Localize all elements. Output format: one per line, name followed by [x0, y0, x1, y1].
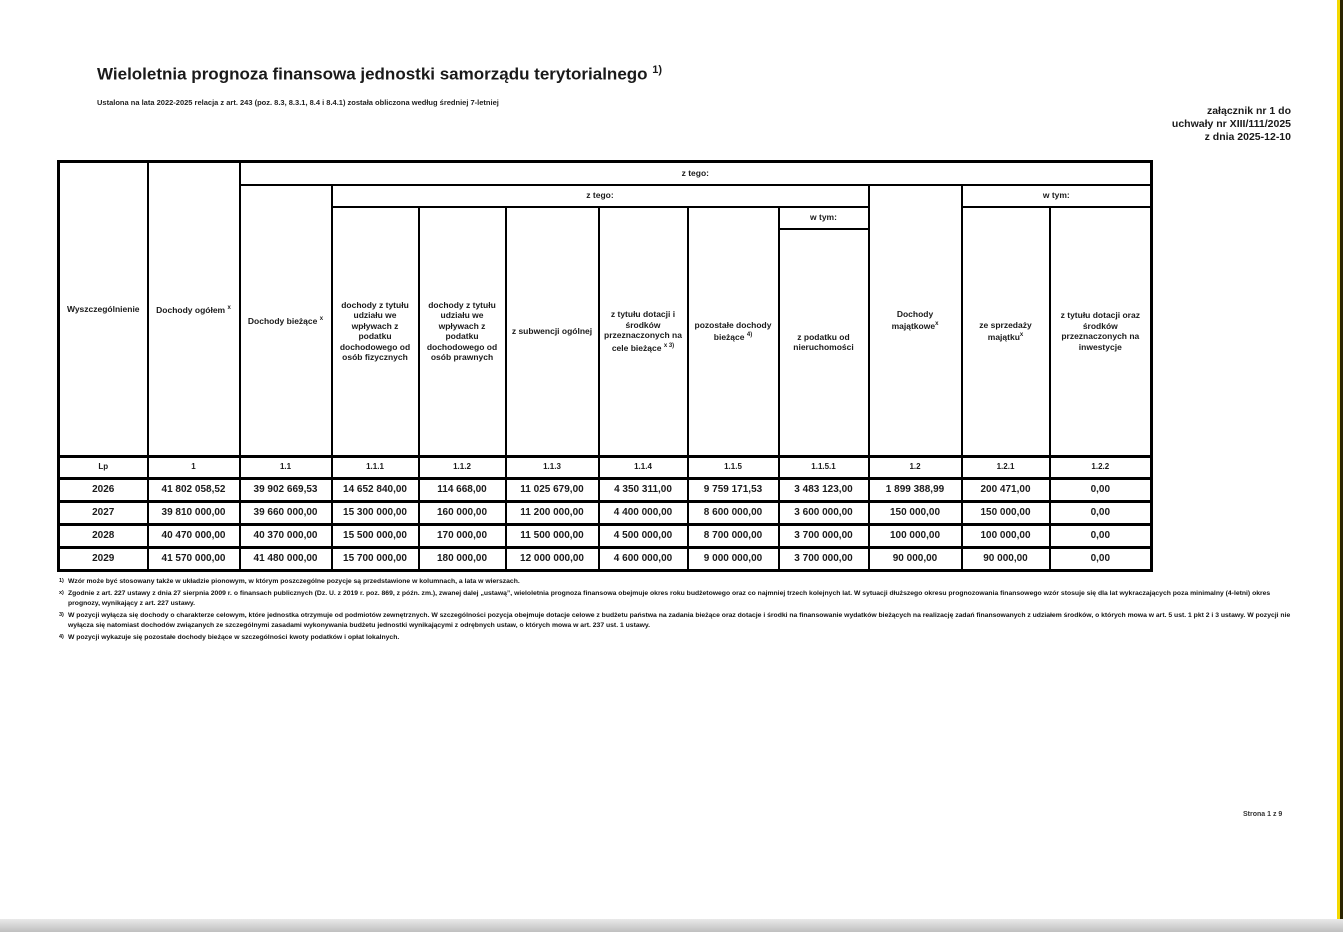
value-cell: 11 200 000,00 — [506, 502, 599, 525]
value-cell: 8 700 000,00 — [688, 525, 779, 548]
footnote-3-text: W pozycji wyłącza się dochody o charakterze celowym, które jednostka otrzymuje od podmiotów zewnętrznych. W szczególności pozycja obejmuje dotacje celowe z budżetu państwa na zadania bieżące oraz dotacje i środki na finansowanie wydatków bieżących na realizację zadań finansowanych z udziałem środków, o których mowa w art. 5 ust. 1 pkt 2 i 3 ustawy. W pozycji nie wyłącza się natomiast dochodów związanych ze szczególnymi zasadami wykonywania budżetu jednostki wynikającymi z odrębnych ustaw, o których mowa w art. 237 ust. 1 ustawy. — [68, 612, 1291, 629]
value-cell: 14 652 840,00 — [332, 479, 419, 502]
document-subtitle: Ustalona na lata 2022-2025 relacja z art. 243 (poz. 8.3, 8.3.1, 8.4 i 8.4.1) została obliczona według średniej 7-letniej — [97, 98, 499, 107]
window-right-edge — [1337, 0, 1343, 919]
lp-cell: 1 — [148, 457, 240, 479]
lp-cell: 1.2 — [869, 457, 962, 479]
group-header-w-tym-nieruchomosci: w tym: — [779, 207, 869, 229]
footnote-1-text: Wzór może być stosowany także w układzie pionowym, w którym poszczególne pozycje są przedstawione w kolumnach, a lata w wierszach. — [68, 578, 520, 585]
value-cell: 150 000,00 — [962, 502, 1050, 525]
footnote-marker-x: x — [319, 316, 324, 323]
value-cell: 11 025 679,00 — [506, 479, 599, 502]
value-cell: 90 000,00 — [869, 548, 962, 571]
lp-cell: 1.1.1 — [332, 457, 419, 479]
footnote-marker-x: x — [227, 304, 231, 311]
document-title-text: Wieloletnia prognoza finansowa jednostki samorządu terytorialnego — [97, 64, 648, 84]
value-cell: 40 370 000,00 — [240, 525, 332, 548]
value-cell: 0,00 — [1050, 479, 1152, 502]
header-dochody-biezace — [240, 185, 332, 457]
footnote-3 — [59, 611, 1299, 631]
header-dochody-majatkowe-text: Dochody majątkowe — [891, 308, 936, 332]
footnote-4-text: W pozycji wykazuje się pozostałe dochody bieżące w szczególności kwoty podatków i opłat lokalnych. — [68, 634, 400, 641]
lp-cell: 1.1.5.1 — [779, 457, 869, 479]
value-cell: 160 000,00 — [419, 502, 506, 525]
footnote-marker-x3: x 3) — [663, 342, 675, 349]
footnotes-section — [59, 577, 1299, 645]
value-cell: 11 500 000,00 — [506, 525, 599, 548]
attachment-reference — [1172, 105, 1291, 144]
table-row-2027 — [59, 502, 1152, 525]
group-header-z-tego-inner: z tego: — [332, 185, 869, 207]
lp-cell: 1.1.5 — [688, 457, 779, 479]
group-header-w-tym-majatkowe: w tym: — [962, 185, 1152, 207]
header-dochody-ogolem-text: Dochody ogółem — [156, 304, 226, 315]
header-dochody-majatkowe — [869, 185, 962, 457]
value-cell: 3 483 123,00 — [779, 479, 869, 502]
forecast-table — [57, 160, 1153, 572]
value-cell: 15 700 000,00 — [332, 548, 419, 571]
footnote-x-marker: x) — [59, 590, 64, 596]
value-cell: 180 000,00 — [419, 548, 506, 571]
value-cell: 0,00 — [1050, 502, 1152, 525]
footnote-4 — [59, 633, 1299, 643]
value-cell: 9 000 000,00 — [688, 548, 779, 571]
header-dotacje-biezace — [599, 207, 688, 457]
lp-cell: 1.2.2 — [1050, 457, 1152, 479]
lp-cell: 1.2.1 — [962, 457, 1050, 479]
footnote-x-text: Zgodnie z art. 227 ustawy z dnia 27 sierpnia 2009 r. o finansach publicznych (Dz. U. z 2019 r. poz. 869, z późn. zm.), zwanej dalej „ustawą”, wieloletnia prognoza finansowa obejmuje okres roku budżetowego oraz co najmniej trzech kolejnych lat. W sytuacji dłuższego okresu prognozowania finansowego wzór stosuje się dla lat wykraczających poza minimalny (4-letni) okres prognozy, wynikający z art. 227 ustawy. — [68, 590, 1271, 607]
header-podatek-nieruchomosci: z podatku od nieruchomości — [779, 229, 869, 457]
value-cell: 39 660 000,00 — [240, 502, 332, 525]
value-cell: 40 470 000,00 — [148, 525, 240, 548]
footnote-x — [59, 589, 1299, 609]
footnote-marker-4: 4) — [746, 332, 753, 339]
year-cell: 2028 — [59, 525, 148, 548]
table-row-2026 — [59, 479, 1152, 502]
header-subwencja: z subwencji ogólnej — [506, 207, 599, 457]
header-sprzedaz-majatku-text: ze sprzedaży majątku — [979, 319, 1032, 343]
group-header-z-tego-top: z tego: — [240, 162, 1152, 185]
value-cell: 12 000 000,00 — [506, 548, 599, 571]
header-dochody-biezace-text: Dochody bieżące — [247, 315, 318, 326]
footnote-4-marker: 4) — [59, 634, 64, 640]
attachment-line-1: załącznik nr 1 do — [1206, 105, 1291, 117]
attachment-line-2: uchwały nr XIII/111/2025 — [1171, 118, 1291, 130]
header-cit: dochody z tytułu udziału we wpływach z podatku dochodowego od osób prawnych — [419, 207, 506, 457]
value-cell: 9 759 171,53 — [688, 479, 779, 502]
footnote-1 — [59, 577, 1299, 587]
value-cell: 39 902 669,53 — [240, 479, 332, 502]
document-title — [97, 64, 662, 85]
value-cell: 1 899 388,99 — [869, 479, 962, 502]
year-cell: 2029 — [59, 548, 148, 571]
value-cell: 90 000,00 — [962, 548, 1050, 571]
header-dochody-ogolem — [148, 162, 240, 457]
page-number: Strona 1 z 9 — [1243, 811, 1283, 818]
value-cell: 200 471,00 — [962, 479, 1050, 502]
value-cell: 170 000,00 — [419, 525, 506, 548]
header-dotacje-inwestycje: z tytułu dotacji oraz środków przeznaczonych na inwestycje — [1050, 207, 1152, 457]
header-sprzedaz-majatku — [962, 207, 1050, 457]
value-cell: 150 000,00 — [869, 502, 962, 525]
attachment-line-3: z dnia 2025-12-10 — [1204, 131, 1291, 143]
value-cell: 41 480 000,00 — [240, 548, 332, 571]
table-row-2028 — [59, 525, 1152, 548]
value-cell: 0,00 — [1050, 525, 1152, 548]
lp-cell: 1.1.4 — [599, 457, 688, 479]
lp-cell: Lp — [59, 457, 148, 479]
lp-cell: 1.1 — [240, 457, 332, 479]
title-footnote-marker: 1) — [652, 64, 663, 76]
value-cell: 41 570 000,00 — [148, 548, 240, 571]
header-pit: dochody z tytułu udziału we wpływach z podatku dochodowego od osób fizycznych — [332, 207, 419, 457]
table-row-2029 — [59, 548, 1152, 571]
footnote-3-marker: 3) — [59, 612, 64, 618]
lp-cell: 1.1.2 — [419, 457, 506, 479]
year-cell: 2026 — [59, 479, 148, 502]
value-cell: 3 700 000,00 — [779, 525, 869, 548]
value-cell: 41 802 058,52 — [148, 479, 240, 502]
header-dotacje-biezace-text: z tytułu dotacji i środków przeznaczonych na cele bieżące — [604, 309, 682, 353]
value-cell: 4 600 000,00 — [599, 548, 688, 571]
value-cell: 4 400 000,00 — [599, 502, 688, 525]
footnote-marker-x: x — [1019, 332, 1024, 339]
footnote-marker-x: x — [935, 321, 939, 328]
value-cell: 114 668,00 — [419, 479, 506, 502]
value-cell: 15 500 000,00 — [332, 525, 419, 548]
window-bottom-edge — [0, 919, 1343, 932]
value-cell: 8 600 000,00 — [688, 502, 779, 525]
value-cell: 3 600 000,00 — [779, 502, 869, 525]
lp-row — [59, 457, 1152, 479]
footnote-1-marker: 1) — [59, 578, 64, 584]
value-cell: 3 700 000,00 — [779, 548, 869, 571]
header-pozostale-biezace-text: pozostałe dochody bieżące — [694, 319, 772, 343]
value-cell: 39 810 000,00 — [148, 502, 240, 525]
header-wyszczegolnienie: Wyszczególnienie — [59, 162, 148, 457]
year-cell: 2027 — [59, 502, 148, 525]
value-cell: 4 350 311,00 — [599, 479, 688, 502]
value-cell: 15 300 000,00 — [332, 502, 419, 525]
value-cell: 4 500 000,00 — [599, 525, 688, 548]
value-cell: 100 000,00 — [962, 525, 1050, 548]
header-pozostale-biezace — [688, 207, 779, 457]
value-cell: 0,00 — [1050, 548, 1152, 571]
value-cell: 100 000,00 — [869, 525, 962, 548]
lp-cell: 1.1.3 — [506, 457, 599, 479]
